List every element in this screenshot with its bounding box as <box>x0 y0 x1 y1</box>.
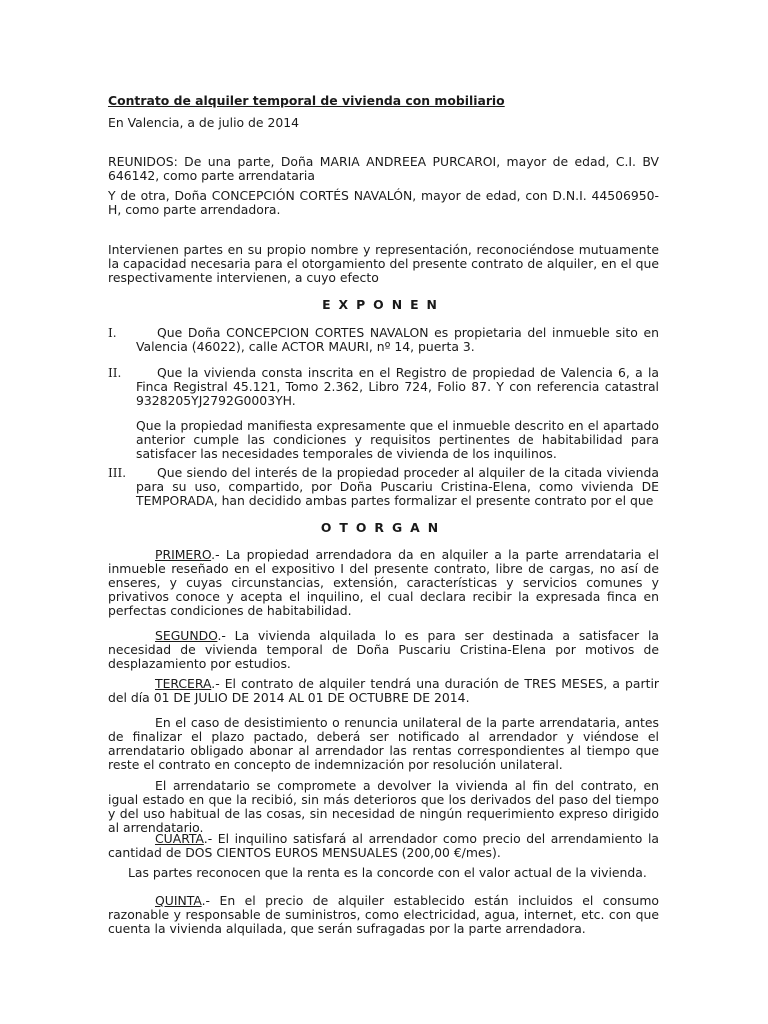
clause-segundo-label: SEGUNDO <box>155 628 218 643</box>
clause-primero-label: PRIMERO <box>155 547 212 562</box>
clause-cuarta-text: .- El inquilino satisfará al arrendador como precio del arrendamiento la cantidad de DOS CIENTOS EUROS MENSUALES (200,00 €/mes). <box>108 831 659 860</box>
exponen-number-1: I. <box>108 326 117 340</box>
exponen-item-1: Que Doña CONCEPCION CORTES NAVALON es propietaria del inmueble sito en Valencia (46022), calle ACTOR MAURI, nº 14, puerta 3. <box>136 325 659 354</box>
document-title: Contrato de alquiler temporal de vivienda con mobiliario <box>108 93 505 108</box>
otorgan-heading: OTORGAN <box>320 520 447 535</box>
clause-cuarta <box>108 832 659 860</box>
clause-tercera-text: .- El contrato de alquiler tendrá una duración de TRES MESES, a partir del día 01 DE JULIO DE 2014 AL 01 DE OCTUBRE DE 2014. <box>108 676 659 705</box>
clause-quinta-label: QUINTA <box>155 893 202 908</box>
exponen-item-habitabilidad: Que la propiedad manifiesta expresamente que el inmueble descrito en el apartado anterior cumple las condiciones y requisitos pertinentes de habitabilidad para satisfacer las necesidades temporales de vivienda de los inquilinos. <box>136 418 659 461</box>
clause-primero-text: .- La propiedad arrendadora da en alquiler a la parte arrendataria el inmueble reseñado en el expositivo I del presente contrato, libre de cargas, no así de enseres, y cuyas circunstancias, extensión, características y servicios comunes y privativos conoce y acepta el inquilino, el cual declara recibir la expresada finca en perfectas condiciones de habitabilidad. <box>108 547 659 618</box>
clause-tercera <box>108 677 659 705</box>
exponen-item-3: Que siendo del interés de la propiedad proceder al alquiler de la citada vivienda para su uso, compartido, por Doña Puscariu Cristina-Elena, como vivienda DE TEMPORADA, han decidido ambas partes formalizar el presente contrato por el que <box>136 465 659 508</box>
exponen-item-2: Que la vivienda consta inscrita en el Registro de propiedad de Valencia 6, a la Finca Registral 45.121, Tomo 2.362, Libro 724, Folio 87. Y con referencia catastral 9328205YJ2792G0003YH. <box>136 365 659 408</box>
clause-cuarta-label: CUARTA <box>155 831 204 846</box>
reunidos-arrendadora: Y de otra, Doña CONCEPCIÓN CORTÉS NAVALÓN, mayor de edad, con D.N.I. 44506950-H, como parte arrendadora. <box>108 188 659 217</box>
clause-desistimiento: En el caso de desistimiento o renuncia unilateral de la parte arrendataria, antes de finalizar el plazo pactado, deberá ser notificado al arrendador y viéndose el arrendatario obligado abonar al arrendador las rentas correspondientes al tiempo que reste el contrato en concepto de indemnización por resolución unilateral. <box>108 715 659 772</box>
exponen-number-3: III. <box>108 466 127 480</box>
clause-primero <box>108 548 659 618</box>
reunidos-arrendataria: REUNIDOS: De una parte, Doña MARIA ANDREEA PURCAROI, mayor de edad, C.I. BV 646142, como parte arrendataria <box>108 154 659 183</box>
intervienen-paragraph: Intervienen partes en su propio nombre y representación, reconociéndose mutuamente la capacidad necesaria para el otorgamiento del presente contrato de alquiler, en el que respectivamente intervienen, a cuyo efecto <box>108 242 659 285</box>
exponen-heading: EXPONEN <box>322 297 445 312</box>
clause-tercera-label: TERCERA <box>155 676 212 691</box>
clause-quinta <box>108 894 659 936</box>
clause-segundo-text: .- La vivienda alquilada lo es para ser destinada a satisfacer la necesidad de vivienda temporal de Doña Puscariu Cristina-Elena por motivos de desplazamiento por estudios. <box>108 628 659 671</box>
exponen-number-2: II. <box>108 366 122 380</box>
clause-devolver: El arrendatario se compromete a devolver la vivienda al fin del contrato, en igual estado en que la recibió, sin más deterioros que los derivados del paso del tiempo y del uso habitual de las cosas, sin necesidad de ningún requerimiento expreso dirigido al arrendatario. <box>108 778 659 835</box>
place-date: En Valencia, a de julio de 2014 <box>108 115 299 130</box>
clause-segundo <box>108 629 659 671</box>
clause-quinta-text: .- En el precio de alquiler establecido están incluidos el consumo razonable y responsable de suministros, como electricidad, agua, internet, etc. con que cuenta la vivienda alquilada, que serán sufragadas por la parte arrendadora. <box>108 893 659 936</box>
clause-renta: Las partes reconocen que la renta es la concorde con el valor actual de la vivienda. <box>128 865 647 880</box>
